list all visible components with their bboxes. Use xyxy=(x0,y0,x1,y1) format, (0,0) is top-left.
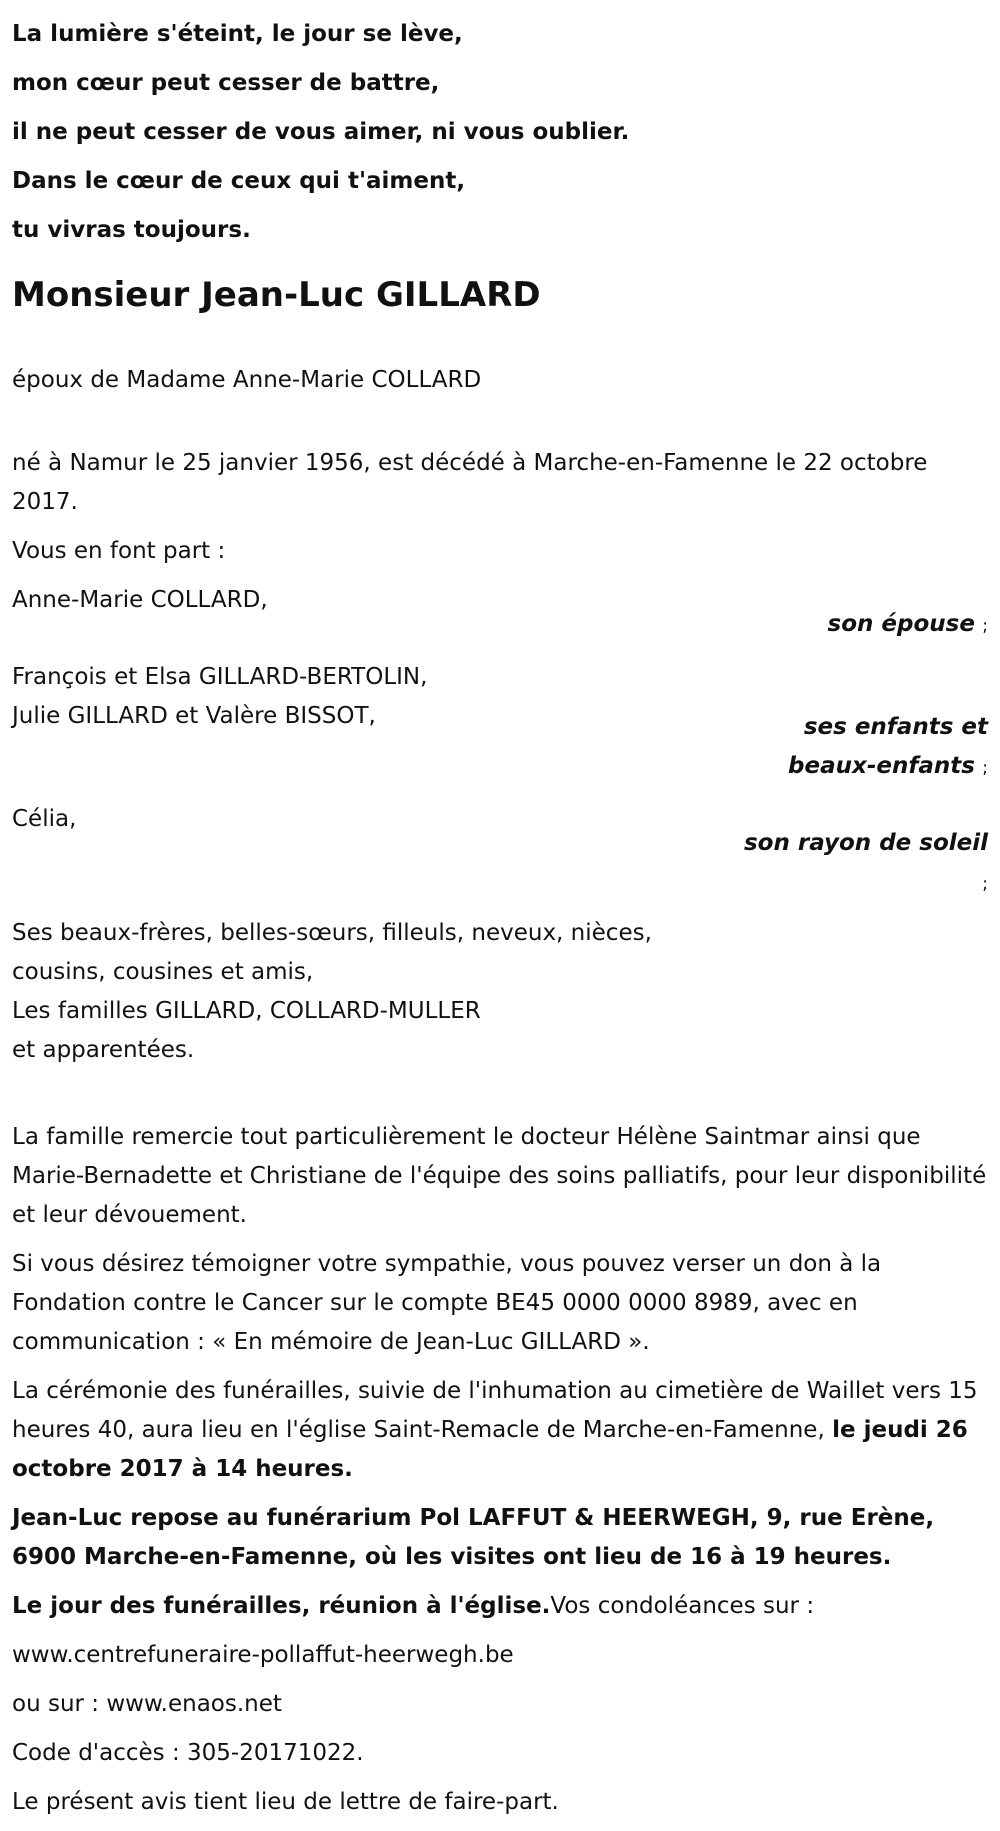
relation-names xyxy=(12,581,268,620)
relation-names xyxy=(12,800,76,839)
relation-punct: ; xyxy=(982,616,988,636)
meeting-paragraph xyxy=(12,1587,988,1626)
extended-family-line: et apparentées. xyxy=(12,1037,195,1063)
poem-line: mon cœur peut cesser de battre, xyxy=(12,70,440,96)
relation-role xyxy=(744,800,988,904)
relation-role-text: son épouse xyxy=(827,611,975,637)
birth-death-line: né à Namur le 25 janvier 1956, est décédé à Marche-en-Famenne le 22 octobre 2017. xyxy=(12,450,928,515)
relation-punct: ; xyxy=(982,758,988,778)
donation-paragraph: Si vous désirez témoigner votre sympathie, vous pouvez verser un don à la Fondation contre le Cancer sur le compte BE45 0000 0000 8989, avec en communication : « En mémoire de Jean-Luc GILLARD ». xyxy=(12,1251,882,1355)
relation-names xyxy=(12,658,427,736)
spouse-line: époux de Madame Anne-Marie COLLARD xyxy=(12,367,482,393)
ceremony-paragraph xyxy=(12,1372,988,1489)
extended-family-line: Ses beaux-frères, belles-sœurs, filleuls, neveux, nièces, xyxy=(12,920,652,946)
ceremony-date: le jeudi 26 octobre 2017 à 14 heures. xyxy=(12,1417,968,1482)
funerarium-paragraph: Jean-Luc repose au funérarium Pol LAFFUT & HEERWEGH, 9, rue Erène, 6900 Marche-en-Famenne, où les visites ont lieu de 16 à 19 heures. xyxy=(12,1505,935,1570)
relation-role xyxy=(748,658,988,788)
poem-line: Dans le cœur de ceux qui t'aiment, xyxy=(12,168,466,194)
access-code: Code d'accès : 305-20171022. xyxy=(12,1740,364,1766)
relation-name: Julie GILLARD et Valère BISSOT, xyxy=(12,703,376,729)
relation-name: Anne-Marie COLLARD, xyxy=(12,587,268,613)
announce-line: Vous en font part : xyxy=(12,538,226,564)
relation-children xyxy=(12,658,988,788)
poem xyxy=(12,10,988,255)
ceremony-text: La cérémonie des funérailles, suivie de l'inhumation au cimetière de Waillet vers 15 heures 40, aura lieu en l'église Saint-Remacle de Marche-en-Famenne, xyxy=(12,1378,978,1443)
meeting-bold: Le jour des funérailles, réunion à l'église. xyxy=(12,1593,551,1619)
extended-family-line: Les familles GILLARD, COLLARD-MULLER xyxy=(12,998,481,1024)
extended-family-line: cousins, cousines et amis, xyxy=(12,959,314,985)
poem-line: La lumière s'éteint, le jour se lève, xyxy=(12,21,463,47)
meeting-text: Vos condoléances sur : xyxy=(550,1593,815,1619)
relation-role-text: son rayon de soleil xyxy=(743,830,988,856)
website-link[interactable]: www.centrefuneraire-pollaffut-heerwegh.be xyxy=(12,1642,514,1668)
poem-line: il ne peut cesser de vous aimer, ni vous oublier. xyxy=(12,119,630,145)
relation-name: Célia, xyxy=(12,806,77,832)
closing-line: Le présent avis tient lieu de lettre de faire-part. xyxy=(12,1789,559,1815)
relation-role-text: ses enfants et beaux-enfants xyxy=(788,714,988,779)
website-alt-line[interactable]: ou sur : www.enaos.net xyxy=(12,1691,282,1717)
thanks-paragraph: La famille remercie tout particulièrement le docteur Hélène Saintmar ainsi que Marie-Bernadette et Christiane de l'équipe des soins palliatifs, pour leur disponibilité et leur dévouement. xyxy=(12,1124,987,1228)
deceased-name: Monsieur Jean-Luc GILLARD xyxy=(12,275,541,315)
obituary-content xyxy=(12,10,988,1822)
relation-punct: ; xyxy=(982,874,988,894)
extended-family xyxy=(12,914,988,1070)
relation-role xyxy=(828,581,988,646)
relation-name: François et Elsa GILLARD-BERTOLIN, xyxy=(12,664,428,690)
poem-line: tu vivras toujours. xyxy=(12,217,251,243)
relation-spouse xyxy=(12,581,988,646)
relation-grandchild xyxy=(12,800,988,904)
